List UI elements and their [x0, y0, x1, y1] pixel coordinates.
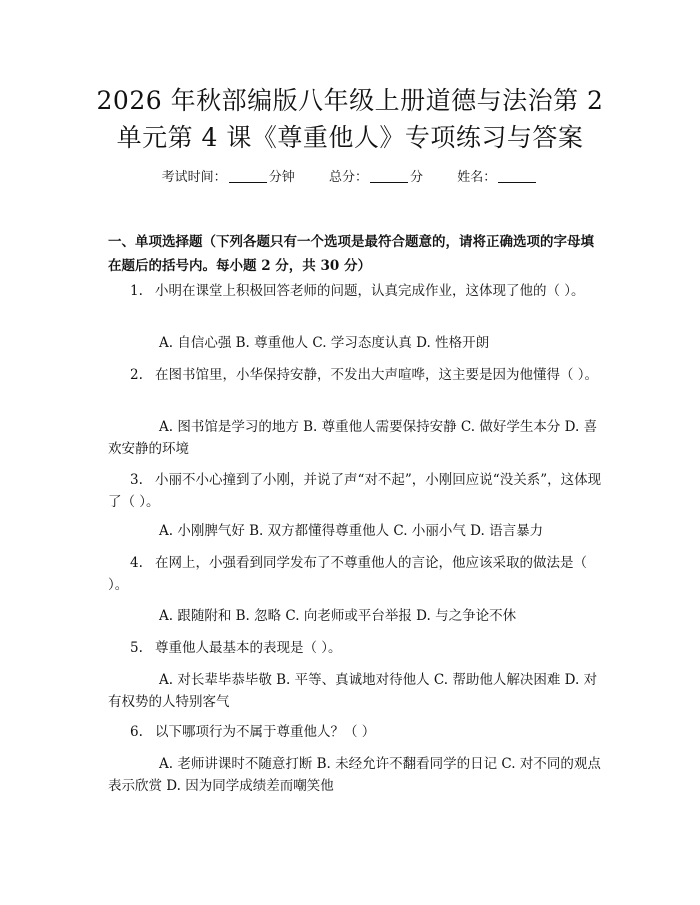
question-3: [108, 469, 603, 513]
question-number: 5.: [130, 640, 143, 656]
name-label: 姓名：: [457, 170, 497, 185]
exam-time-unit: 分钟: [268, 170, 295, 185]
exam-info-line: [0, 168, 700, 188]
question-stem: 尊重他人最基本的表现是（ ）。: [155, 640, 342, 656]
total-score-label: 总分：: [328, 170, 368, 185]
total-score-unit: 分: [410, 170, 424, 185]
question-number: 3.: [130, 472, 143, 488]
question-number: 1.: [130, 283, 143, 299]
question-5: [108, 637, 603, 659]
question-5-options: A. 对长辈毕恭毕敬 B. 平等、真诚地对待他人 C. 帮助他人解决困难 D. 对有权势的人特别客气: [108, 672, 598, 710]
question-stem: 小明在课堂上积极回答老师的问题，认真完成作业，这体现了他的（ ）。: [155, 283, 585, 299]
question-number: 4.: [130, 555, 143, 571]
question-1-options: A. 自信心强 B. 尊重他人 C. 学习态度认真 D. 性格开朗: [159, 335, 490, 351]
question-stem: 小丽不小心撞到了小刚，并说了声“对不起”，小刚回应说“没关系”，这体现了（ ）。: [108, 472, 602, 510]
exam-time-blank: [229, 168, 267, 183]
question-stem: 在网上，小强看到同学发布了不尊重他人的言论，他应该采取的做法是（ ）。: [108, 555, 587, 593]
total-score-blank: [370, 168, 408, 183]
question-2-options: A. 图书馆是学习的地方 B. 尊重他人需要保持安静 C. 做好学生本分 D. 喜欢安静的环境: [108, 419, 598, 457]
question-number: 6.: [130, 724, 143, 740]
question-stem: 在图书馆里，小华保持安静，不发出大声喧哗，这主要是因为他懂得（ ）。: [155, 367, 599, 383]
question-number: 2.: [130, 367, 143, 383]
question-2: [108, 364, 603, 386]
question-6-options: A. 老师讲课时不随意打断 B. 未经允许不翻看同学的日记 C. 对不同的观点表示欣赏 D. 因为同学成绩差而嘲笑他: [108, 756, 601, 794]
question-stem: 以下哪项行为不属于尊重他人？（ ）: [155, 724, 376, 740]
document-title-line-2: 单元第 4 课《尊重他人》专项练习与答案: [116, 123, 584, 152]
question-1: [108, 280, 603, 302]
question-3-options: A. 小刚脾气好 B. 双方都懂得尊重他人 C. 小丽小气 D. 语言暴力: [159, 523, 544, 539]
question-4-options: A. 跟随附和 B. 忽略 C. 向老师或平台举报 D. 与之争论不休: [159, 608, 517, 624]
question-4: [108, 552, 603, 596]
name-blank: [498, 168, 536, 183]
question-6: [108, 721, 603, 743]
document-title-line-1: 2026 年秋部编版八年级上册道德与法治第 2: [96, 86, 604, 115]
section-heading: 一、单项选择题（下列各题只有一个选项是最符合题意的，请将正确选项的字母填在题后的括号内。每小题 2 分，共 30 分）: [108, 234, 594, 274]
exam-time-label: 考试时间：: [161, 170, 227, 185]
